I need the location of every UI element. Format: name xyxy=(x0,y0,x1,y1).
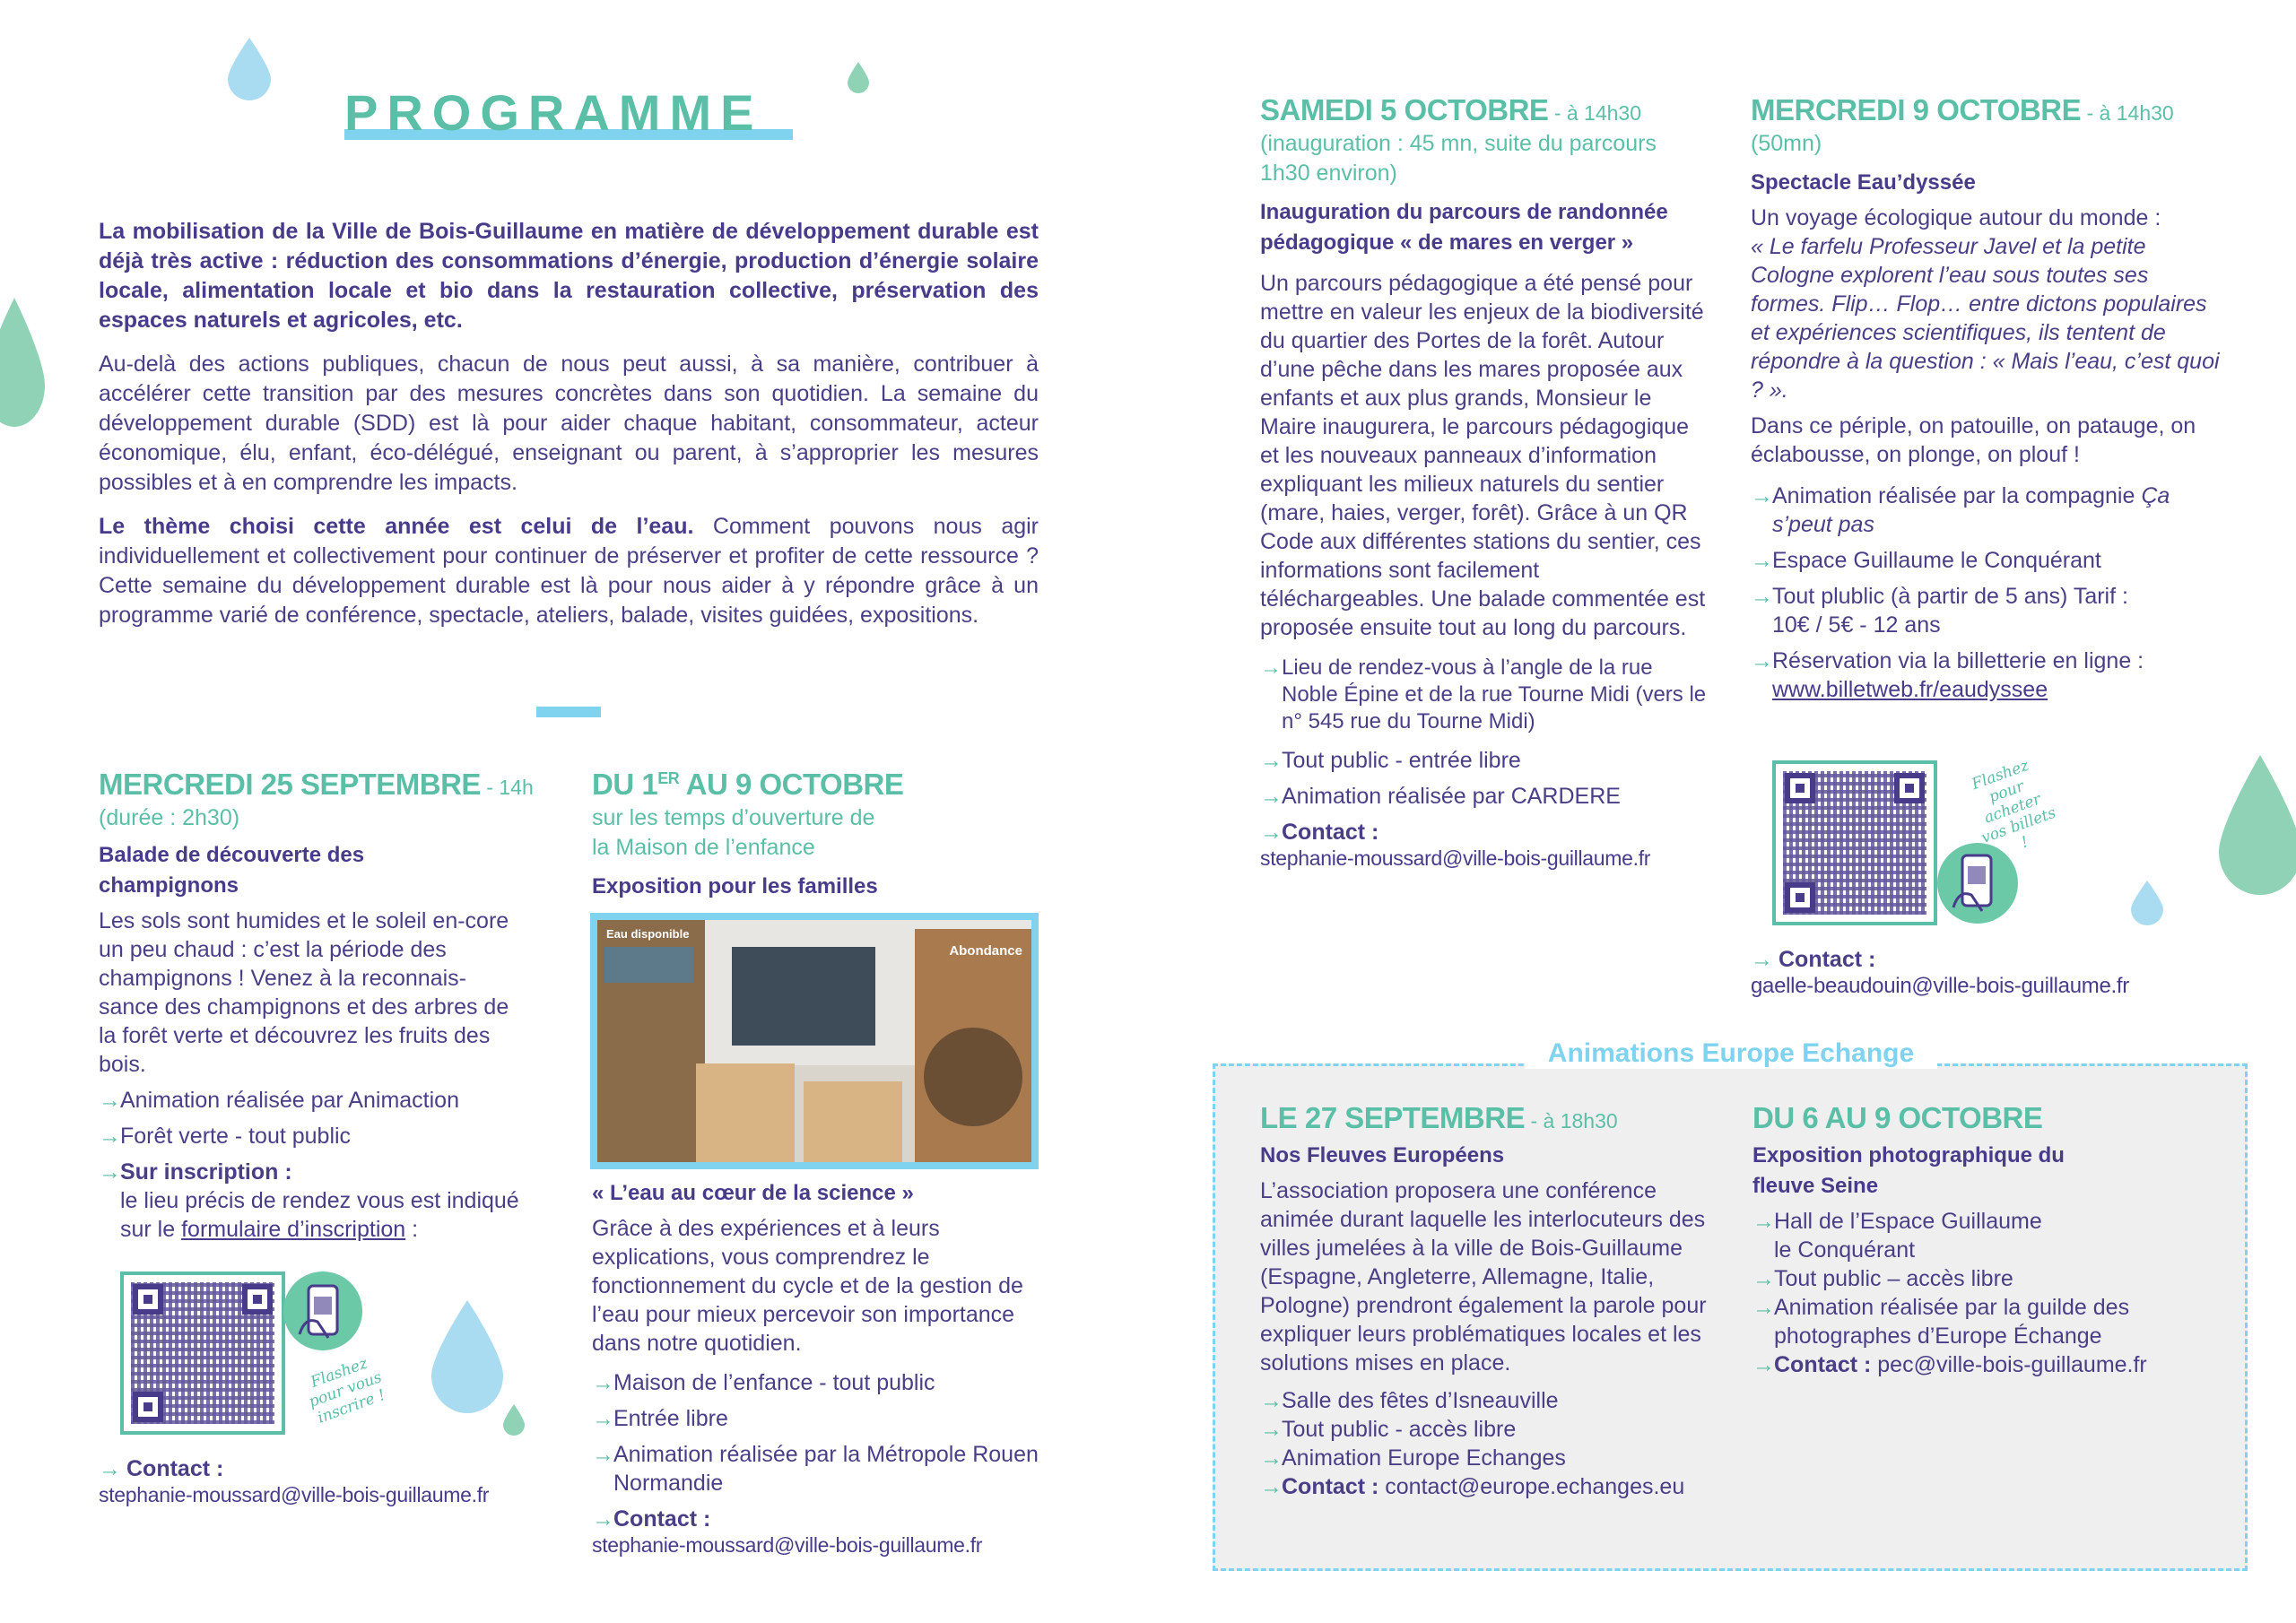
event-title: Balade de découverte des champignons xyxy=(99,843,365,898)
theme-paragraph xyxy=(99,512,1039,630)
event-time: - à 18h30 xyxy=(1525,1109,1618,1133)
event-description: Les sols sont humides et le soleil en-core un peu chaud : c’est la période des champignons ! Venez à la reconnais-sance des champignons et des arbres de la forêt verte et découvrez les fruits des bois. xyxy=(99,908,509,1077)
event-description: Un parcours pédagogique a été pensé pour mettre en valeur les enjeux de la biodiversité du quartier des Portes de la forêt. Autour d’une pêche dans les mares proposée aux enfants et aux plus grands, Monsieur le Maire inaugurera, le parcours pédagogique et les nouveaux panneaux d’information expliquant les milieux naturels du sentier (mare, haies, verger, forêt). Grâce à un QR Code aux différentes stations du sentier, ces informations sont facilement téléchargeables. Une balade commentée est proposée ensuite tout au long du parcours. xyxy=(1260,271,1706,640)
water-drop-icon xyxy=(429,1298,506,1415)
event-time: - à 14h30 xyxy=(2081,101,2174,125)
water-drop-icon xyxy=(226,36,273,100)
water-drop-icon xyxy=(2129,879,2165,925)
list-item: → Maison de l’enfance - tout public xyxy=(592,1370,935,1395)
list-item: → Animation réalisée par la guilde des photographes d’Europe Échange xyxy=(1752,1295,2130,1349)
contact-label: Contact : xyxy=(613,1506,711,1532)
list-item: → Salle des fêtes d’Isneauville xyxy=(1260,1388,1559,1413)
event-title: Inauguration du parcours de randonnée pédagogique « de mares en verger » xyxy=(1260,200,1668,255)
event-description: Grâce à des expériences et à leurs explications, vous comprendrez le fonctionnement du cycle et de la gestion de l’eau pour mieux percevoir son importance dans notre quotidien. xyxy=(592,1216,1023,1356)
event-mercredi-9 xyxy=(1751,93,2226,704)
list-item: → Contact : xyxy=(592,1506,711,1532)
event-europe-expo xyxy=(1752,1101,2219,1379)
list-item: → Animation réalisée par CARDERE xyxy=(1260,784,1621,809)
water-drop-icon xyxy=(847,61,870,93)
event-title: Nos Fleuves Européens xyxy=(1260,1143,1505,1167)
water-drop-icon xyxy=(2215,753,2296,897)
event-time: - 14h xyxy=(480,776,534,799)
intro-section xyxy=(99,217,1039,630)
list-item: → Animation Europe Echanges xyxy=(1260,1445,1566,1471)
event-date: MERCREDI 25 SEPTEMBRE xyxy=(99,768,481,801)
water-drop-icon xyxy=(502,1403,526,1436)
event-europe-27 xyxy=(1260,1101,1709,1501)
event-date: LE 27 SEPTEMBRE xyxy=(1260,1101,1526,1134)
event-date: SAMEDI 5 OCTOBRE xyxy=(1260,93,1549,126)
water-drop-icon xyxy=(0,296,47,430)
contact-label: Contact : xyxy=(1774,1352,1872,1377)
event-bullets xyxy=(99,1086,556,1244)
theme-bold: Le thème choisi cette année est celui de l’eau. xyxy=(99,514,694,539)
list-item: → Entrée libre xyxy=(592,1406,728,1431)
phone-scan-icon xyxy=(283,1271,362,1350)
expo-subtitle: « L’eau au cœur de la science » xyxy=(592,1181,914,1205)
handwritten-note: Flashez pour acheter vos billets ! xyxy=(1969,756,2059,853)
contact-email[interactable]: stephanie-moussard@ville-bois-guillaume.fr xyxy=(592,1533,983,1557)
contact-label: Contact : xyxy=(1779,947,1876,972)
expo-photo xyxy=(590,913,1039,1169)
event-mercredi-25 xyxy=(99,768,556,1244)
event-bullets xyxy=(1752,1207,2210,1379)
contact-email[interactable]: contact@europe.echanges.eu xyxy=(1378,1474,1685,1499)
qr-code-tickets[interactable] xyxy=(1772,760,1937,925)
event-duration: (durée : 2h30) xyxy=(99,805,240,830)
photo-sign-right: Abondance xyxy=(949,943,1022,959)
event-date: MERCREDI 9 OCTOBRE xyxy=(1751,93,2082,126)
handwritten-note: Flashez pour vous inscrire ! xyxy=(306,1354,388,1428)
section-divider xyxy=(536,707,601,717)
contact-mercredi-25: → Contact : stephanie-moussard@ville-bois-guillaume.fr xyxy=(99,1456,490,1506)
intro-bold-paragraph: La mobilisation de la Ville de Bois-Guillaume en matière de développement durable est déjà très active : réduction des consommations d’énergie, production d’énergie solaire locale, alimentation locale et bio dans la restauration collective, préservation des espaces naturels et agricoles, etc. xyxy=(99,219,1039,333)
list-item: → Tout public – accès libre xyxy=(1752,1266,2013,1291)
programme-title-block xyxy=(344,86,793,140)
event-bullets xyxy=(1260,1386,1709,1501)
list-item: → Réservation via la billetterie en ligne : www.billetweb.fr/eaudyssee xyxy=(1751,648,2144,702)
list-item: → Espace Guillaume le Conquérant xyxy=(1751,548,2101,573)
list-item: → Contact : pec@ville-bois-guillaume.fr xyxy=(1752,1352,2147,1377)
event-date: DU 6 AU 9 OCTOBRE xyxy=(1752,1101,2043,1134)
contact-label: Contact : xyxy=(126,1456,224,1481)
qr-code-inscription[interactable] xyxy=(120,1271,285,1435)
list-item: → Animation réalisée par Animaction xyxy=(99,1088,459,1113)
event-bullets xyxy=(1751,482,2226,704)
contact-email[interactable]: stephanie-moussard@ville-bois-guillaume.fr xyxy=(99,1483,490,1506)
list-item: → Forêt verte - tout public xyxy=(99,1124,352,1149)
contact-label: Contact : xyxy=(1282,1474,1379,1499)
event-expo xyxy=(592,768,1058,902)
contact-email[interactable]: stephanie-moussard@ville-bois-guillaume.fr xyxy=(1260,846,1651,870)
list-item: → Animation réalisée par la compagnie Ça s’peut pas xyxy=(1751,483,2170,537)
list-item: → Lieu de rendez-vous à l’angle de la rue Noble Épine et de la rue Tourne Midi (vers le n° 545 rue du Tourne Midi) xyxy=(1260,655,1707,733)
theme-text: Comment pouvons nous agir individuellement et collectivement pour continuer de préserver et profiter de cette ressource ? Cette semaine du développement durable est là pour nous aider à y répondre grâce à un programme varié de conférence, spectacle, ateliers, balade, visites guidées, expositions. xyxy=(99,514,1039,628)
event-subtitle: (inauguration : 45 mn, suite du parcours 1h30 environ) xyxy=(1260,131,1657,186)
event-subtitle: sur les temps d’ouverture de la Maison de l’enfance xyxy=(592,805,875,860)
event-quote: « Le farfelu Professeur Javel et la petite Cologne explorent l’eau sous toutes ses formes. Flip… Flop… entre dictons populaires et expériences scientifiques, ils tentent de répondre à la question : « Mais l’eau, c’est quoi ? ». xyxy=(1751,234,2220,403)
billetweb-link[interactable]: www.billetweb.fr/eaudyssee xyxy=(1772,677,2048,702)
event-samedi-5 xyxy=(1260,93,1709,871)
list-item: → Animation réalisée par la Métropole Rouen Normandie xyxy=(592,1442,1039,1496)
contact-mercredi-9: → Contact : gaelle-beaudouin@ville-bois-guillaume.fr xyxy=(1751,947,2129,998)
event-date: DU 1ER AU 9 OCTOBRE xyxy=(592,768,904,801)
contact-email[interactable]: gaelle-beaudouin@ville-bois-guillaume.fr xyxy=(1751,974,2129,998)
list-item: → Contact : xyxy=(1260,820,1379,845)
list-item: → Sur inscription : le lieu précis de rendez vous est indiqué sur le formulaire d’inscription : xyxy=(99,1159,519,1242)
list-item: → Tout plublic (à partir de 5 ans) Tarif : 10€ / 5€ - 12 ans xyxy=(1751,584,2128,638)
list-item: → Hall de l’Espace Guillaume le Conquérant xyxy=(1752,1209,2042,1263)
europe-box-label: Animations Europe Echange xyxy=(1525,1038,1937,1069)
photo-sign-left: Eau disponible xyxy=(606,927,690,941)
page-title: PROGRAMME xyxy=(344,84,763,141)
event-title: Spectacle Eau’dyssée xyxy=(1751,170,1976,195)
event-title: Exposition photographique du fleuve Seine xyxy=(1752,1143,2065,1198)
list-item: → Tout public - accès libre xyxy=(1260,1417,1517,1442)
event-description-2: Dans ce périple, on patouille, on pataugе, on éclabousse, on plonge, on plouf ! xyxy=(1751,413,2196,467)
inscription-form-link[interactable]: formulaire d’inscription xyxy=(181,1217,406,1242)
list-item: → Tout public - entrée libre xyxy=(1260,748,1521,773)
event-bullets xyxy=(1260,655,1709,846)
event-description: Un voyage écologique autour du monde : xyxy=(1751,205,2161,230)
event-subtitle: (50mn) xyxy=(1751,131,1822,156)
contact-label: Contact : xyxy=(1282,820,1379,845)
list-item: → Contact : contact@europe.echanges.eu xyxy=(1260,1474,1685,1499)
event-title: Exposition pour les familles xyxy=(592,874,878,898)
event-time: - à 14h30 xyxy=(1548,101,1642,125)
event-bullets xyxy=(592,1368,1058,1533)
intro-paragraph: Au-delà des actions publiques, chacun de nous peut aussi, à sa manière, contribuer à accélérer cette transition par des mesures concrètes dans son quotidien. La semaine du développement durable (SDD) est là pour aider chaque habitant, consommateur, acteur économique, élu, enfant, éco-délégué, enseignant ou parent, à s’approprier les mesures possibles et à en comprendre les impacts. xyxy=(99,352,1039,495)
event-description: L’association proposera une conférence animée durant laquelle les interlocuteurs des villes jumelées à la ville de Bois-Guillaume (Espagne, Angleterre, Allemagne, Italie, Pologne) prendront également la parole pour expliquer leurs problématiques locales et les solutions mises en place. xyxy=(1260,1178,1707,1376)
expo-details xyxy=(592,1178,1058,1558)
contact-email[interactable]: pec@ville-bois-guillaume.fr xyxy=(1871,1352,2147,1377)
inscription-label: Sur inscription : xyxy=(120,1159,292,1185)
